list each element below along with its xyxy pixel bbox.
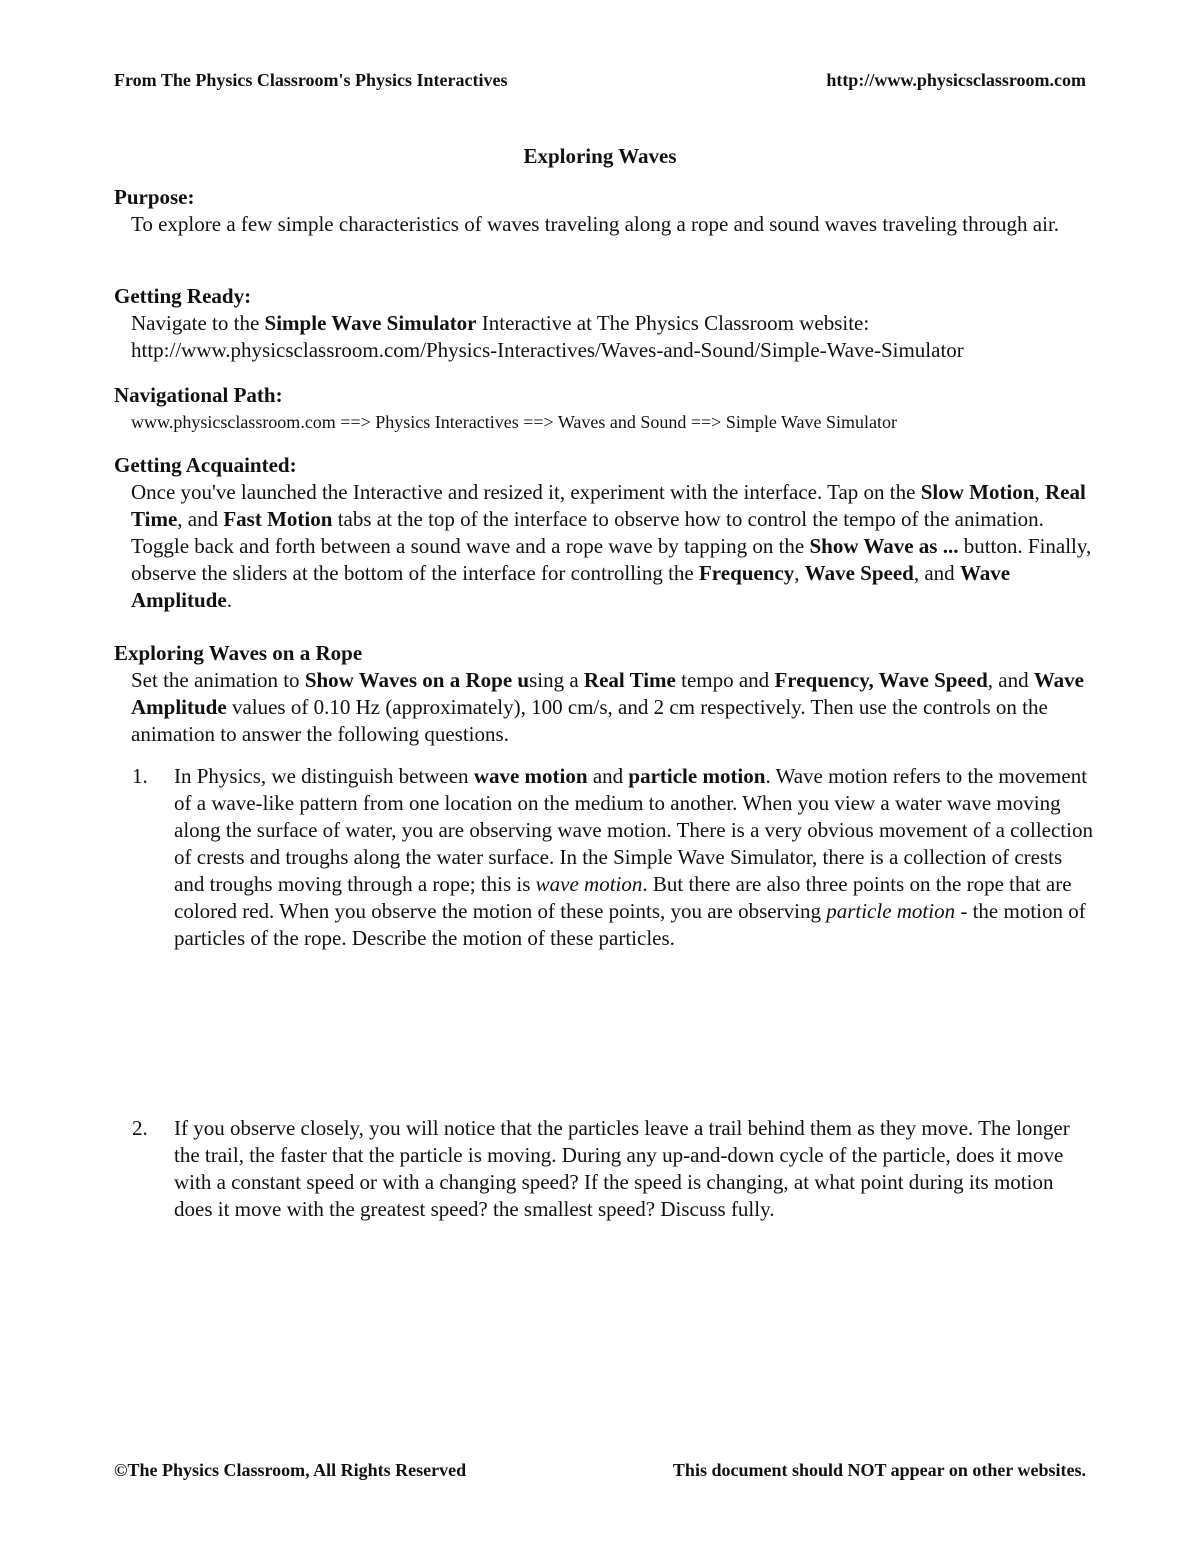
rope-section [114,640,1094,748]
question-2 [132,1115,1094,1223]
question-number: 2. [132,1116,148,1140]
purpose-text: To explore a few simple characteristics of waves traveling along a rope and sound waves traveling through air. [131,212,1060,236]
getting-ready-heading: Getting Ready: [114,284,252,308]
page-title: Exploring Waves [523,144,677,168]
acquainted-text: Once you've launched the Interactive and resized it, experiment with the interface. Tap on the Slow Motion, Real Time, and Fast Motion tabs at the top of the interface to observe how to control the tempo of the animation. Toggle back and forth between a sound wave and a rope wave by tapping on the Show Wave as ... button. Finally, observe the sliders at the bottom of the interface for controlling the Frequency, Wave Speed, and Wave Amplitude. [131,480,1092,612]
header-url: http://www.physicsclassroom.com [826,70,1086,90]
question-number: 1. [132,764,148,788]
getting-ready-text: Navigate to the Simple Wave Simulator Interactive at The Physics Classroom website: http://www.physicsclassroom.com/Physics-Interactives/Waves-and-Sound/Simple-Wave-Simulator [131,311,964,362]
question-text: If you observe closely, you will notice that the particles leave a trail behind them as they move. The longer the trail, the faster that the particle is moving. During any up-and-down cycle of the particle, does it move with a constant speed or with a changing speed? If the speed is changing, at what point during its motion does it move with the greatest speed? the smallest speed? Discuss fully. [174,1116,1070,1221]
simulator-name: Simple Wave Simulator [264,311,477,335]
nav-path-heading: Navigational Path: [114,383,283,407]
question-text: In Physics, we distinguish between wave motion and particle motion. Wave motion refers to the movement of a wave-like pattern from one location on the medium to another. When you view a water wave moving along the surface of water, you are observing wave motion. There is a very obvious movement of a collection of crests and troughs along the water surface. In the Simple Wave Simulator, there is a collection of crests and troughs moving through a rope; this is wave motion. But there are also three points on the rope that are colored red. When you observe the motion of these points, you are observing particle motion - the motion of particles of the rope. Describe the motion of these particles. [174,764,1093,950]
acquainted-heading: Getting Acquainted: [114,453,297,477]
purpose-section [114,184,1094,238]
footer-notice: This document should NOT appear on other websites. [672,1460,1086,1480]
footer-copyright: ©The Physics Classroom, All Rights Reserved [114,1460,467,1480]
rope-heading: Exploring Waves on a Rope [114,641,363,665]
page-header [114,70,1086,91]
rope-text: Set the animation to Show Waves on a Rope using a Real Time tempo and Frequency, Wave Speed, and Wave Amplitude values of 0.10 Hz (approximately), 100 cm/s, and 2 cm respectively. Then use the controls on the animation to answer the following questions. [131,668,1085,746]
purpose-heading: Purpose: [114,185,195,209]
nav-path-section [114,382,1094,436]
nav-path-text: www.physicsclassroom.com ==> Physics Interactives ==> Waves and Sound ==> Simple Wave Simulator [131,412,898,432]
getting-ready-section [114,283,1094,364]
header-source: From The Physics Classroom's Physics Interactives [114,70,508,90]
acquainted-section [114,452,1094,614]
simulator-url: http://www.physicsclassroom.com/Physics-Interactives/Waves-and-Sound/Simple-Wave-Simulator [131,338,964,362]
page-footer [114,1460,1086,1481]
question-1 [132,763,1094,952]
